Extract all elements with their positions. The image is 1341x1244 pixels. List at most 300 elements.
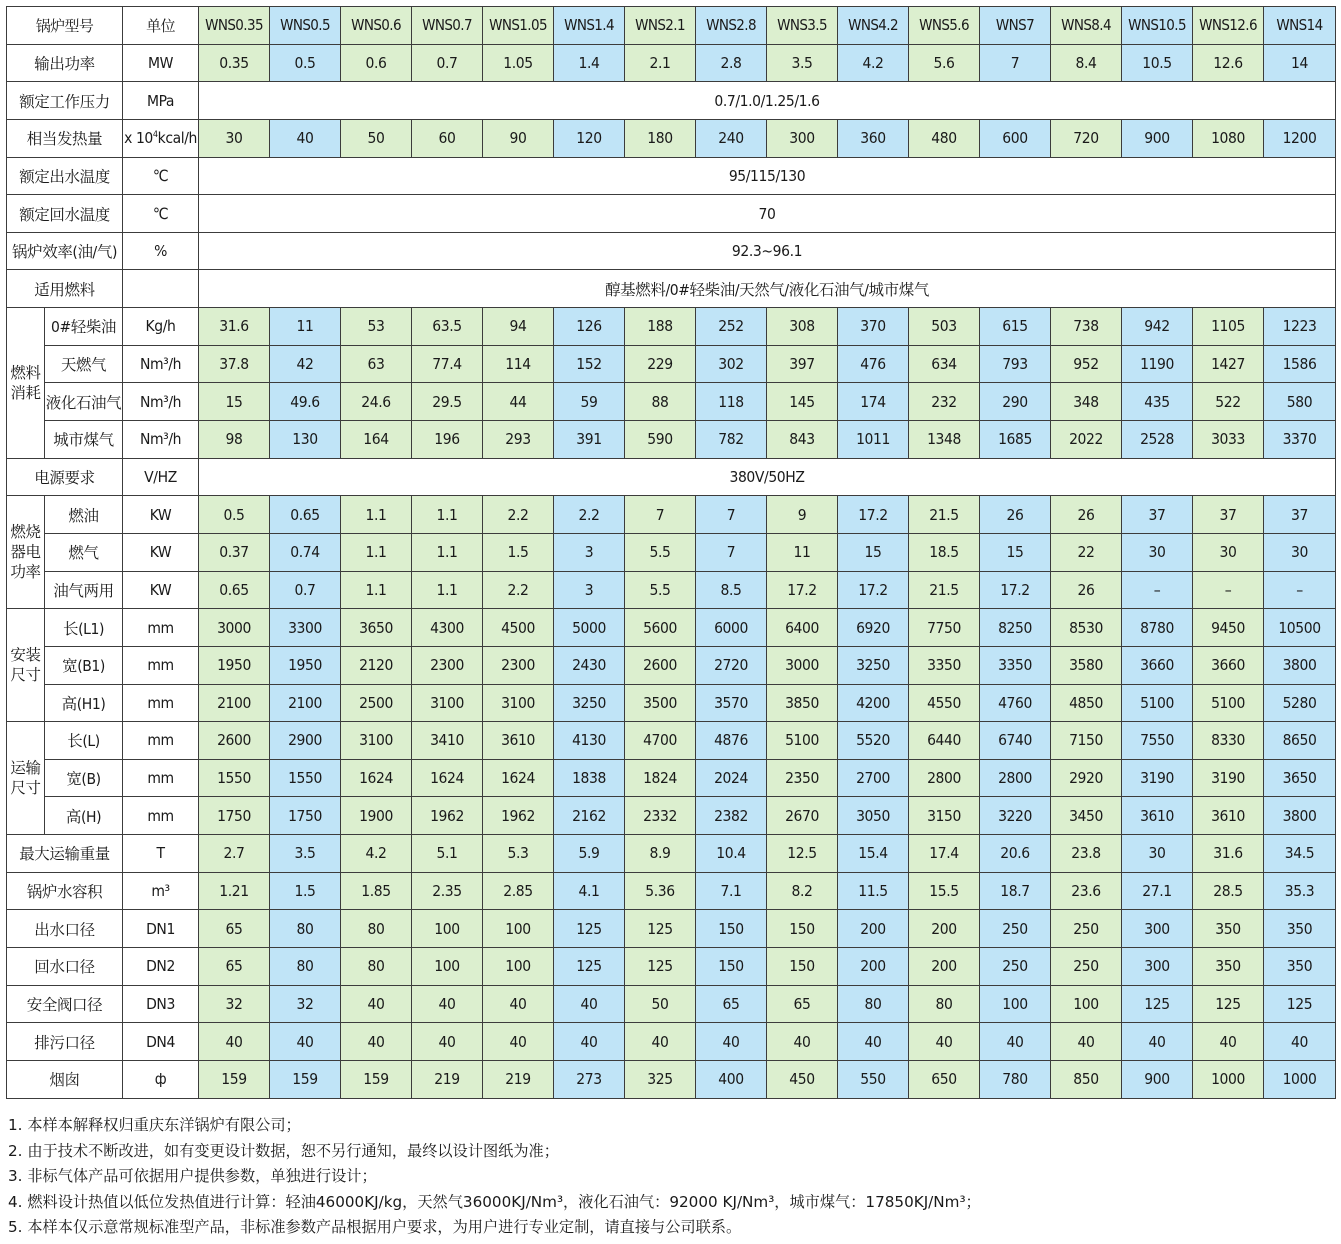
table-row: [7, 195, 1336, 233]
value-cell: 2300: [483, 646, 554, 684]
unit-cell: MW: [123, 44, 199, 82]
value-cell: 3800: [1264, 797, 1336, 835]
value-cell: 348: [1051, 383, 1122, 421]
value-cell: 3.5: [270, 835, 341, 873]
value-cell: 159: [270, 1060, 341, 1098]
value-cell: 50: [341, 119, 412, 157]
value-cell: 11.5: [838, 872, 909, 910]
table-row: [7, 383, 1336, 421]
row-label: 额定出水温度: [7, 157, 123, 195]
table-row: [7, 157, 1336, 195]
value-cell: 20.6: [980, 835, 1051, 873]
value-cell: 4760: [980, 684, 1051, 722]
spec-sheet: [6, 6, 1336, 1099]
value-cell: 15: [980, 533, 1051, 571]
value-cell: 125: [625, 910, 696, 948]
value-cell: –: [1193, 571, 1264, 609]
value-cell: 400: [696, 1060, 767, 1098]
value-cell: 1.1: [341, 533, 412, 571]
merged-value-cell: 醇基燃料/0#轻柴油/天然气/液化石油气/城市煤气: [199, 270, 1336, 308]
value-cell: 7: [625, 496, 696, 534]
unit-prefix: x 10: [124, 129, 153, 148]
value-cell: 2700: [838, 759, 909, 797]
value-cell: 1080: [1193, 119, 1264, 157]
value-cell: 32: [199, 985, 270, 1023]
value-cell: 130: [270, 421, 341, 459]
value-cell: 0.7: [270, 571, 341, 609]
value-cell: 450: [767, 1060, 838, 1098]
unit-suffix: kcal/h: [157, 129, 197, 148]
value-cell: 3050: [838, 797, 909, 835]
unit-cell: KW: [123, 496, 199, 534]
value-cell: 1.1: [412, 496, 483, 534]
value-cell: 250: [1051, 948, 1122, 986]
value-cell: 1624: [483, 759, 554, 797]
value-cell: 77.4: [412, 345, 483, 383]
table-row: [7, 571, 1336, 609]
value-cell: 8.2: [767, 872, 838, 910]
value-cell: 30: [1122, 533, 1193, 571]
value-cell: 2900: [270, 722, 341, 760]
row-label: 高(H1): [45, 684, 123, 722]
model-header-cell: WNS7: [980, 7, 1051, 45]
value-cell: 100: [483, 948, 554, 986]
value-cell: 2022: [1051, 421, 1122, 459]
value-cell: 3: [554, 533, 625, 571]
unit-cell: Nm³/h: [123, 345, 199, 383]
value-cell: 18.7: [980, 872, 1051, 910]
value-cell: 80: [270, 910, 341, 948]
value-cell: 200: [909, 910, 980, 948]
value-cell: 300: [1122, 948, 1193, 986]
value-cell: 3580: [1051, 646, 1122, 684]
value-cell: 3500: [625, 684, 696, 722]
row-label: 适用燃料: [7, 270, 123, 308]
value-cell: 159: [341, 1060, 412, 1098]
value-cell: 1838: [554, 759, 625, 797]
value-cell: 5.36: [625, 872, 696, 910]
value-cell: 5520: [838, 722, 909, 760]
value-cell: 0.74: [270, 533, 341, 571]
value-cell: 2300: [412, 646, 483, 684]
value-cell: 94: [483, 308, 554, 346]
value-cell: 0.65: [270, 496, 341, 534]
value-cell: 7150: [1051, 722, 1122, 760]
value-cell: 7: [980, 44, 1051, 82]
value-cell: 3800: [1264, 646, 1336, 684]
value-cell: 615: [980, 308, 1051, 346]
value-cell: 40: [483, 985, 554, 1023]
value-cell: 250: [980, 910, 1051, 948]
value-cell: 1.1: [341, 496, 412, 534]
value-cell: 63: [341, 345, 412, 383]
value-cell: 14: [1264, 44, 1336, 82]
value-cell: 3660: [1193, 646, 1264, 684]
value-cell: 150: [767, 948, 838, 986]
value-cell: 325: [625, 1060, 696, 1098]
value-cell: 50: [625, 985, 696, 1023]
value-cell: 40: [1122, 1023, 1193, 1061]
boiler-spec-table: [6, 6, 1336, 1099]
value-cell: 17.2: [838, 571, 909, 609]
model-label: 锅炉型号: [7, 7, 123, 45]
value-cell: 2720: [696, 646, 767, 684]
merged-value-cell: 92.3~96.1: [199, 232, 1336, 270]
value-cell: 4850: [1051, 684, 1122, 722]
row-label: 宽(B): [45, 759, 123, 797]
value-cell: 780: [980, 1060, 1051, 1098]
value-cell: 7550: [1122, 722, 1193, 760]
value-cell: 1.5: [270, 872, 341, 910]
value-cell: 8250: [980, 609, 1051, 647]
value-cell: 4500: [483, 609, 554, 647]
value-cell: 1200: [1264, 119, 1336, 157]
value-cell: 6000: [696, 609, 767, 647]
value-cell: 2.85: [483, 872, 554, 910]
value-cell: 1.4: [554, 44, 625, 82]
table-row: [7, 684, 1336, 722]
value-cell: 35.3: [1264, 872, 1336, 910]
unit-label: 单位: [123, 7, 199, 45]
value-cell: 3250: [554, 684, 625, 722]
value-cell: 11: [270, 308, 341, 346]
value-cell: 2.8: [696, 44, 767, 82]
value-cell: 37: [1193, 496, 1264, 534]
value-cell: 32: [270, 985, 341, 1023]
value-cell: 26: [1051, 496, 1122, 534]
row-label: 城市煤气: [45, 421, 123, 459]
value-cell: 1.05: [483, 44, 554, 82]
value-cell: 503: [909, 308, 980, 346]
value-cell: 23.8: [1051, 835, 1122, 873]
value-cell: 1105: [1193, 308, 1264, 346]
row-label: 安全阀口径: [7, 985, 123, 1023]
value-cell: 302: [696, 345, 767, 383]
value-cell: 370: [838, 308, 909, 346]
row-label: 输出功率: [7, 44, 123, 82]
value-cell: 1000: [1193, 1060, 1264, 1098]
value-cell: 1685: [980, 421, 1051, 459]
value-cell: 180: [625, 119, 696, 157]
value-cell: 3: [554, 571, 625, 609]
row-label: 烟囱: [7, 1060, 123, 1098]
value-cell: 17.2: [767, 571, 838, 609]
value-cell: 1.85: [341, 872, 412, 910]
value-cell: 30: [199, 119, 270, 157]
value-cell: 0.5: [270, 44, 341, 82]
value-cell: 293: [483, 421, 554, 459]
value-cell: 5100: [767, 722, 838, 760]
model-header-cell: WNS2.1: [625, 7, 696, 45]
unit-cell: mm: [123, 646, 199, 684]
value-cell: 18.5: [909, 533, 980, 571]
value-cell: 6440: [909, 722, 980, 760]
value-cell: 145: [767, 383, 838, 421]
value-cell: 2.2: [554, 496, 625, 534]
row-label: 高(H): [45, 797, 123, 835]
value-cell: 80: [270, 948, 341, 986]
value-cell: 1000: [1264, 1060, 1336, 1098]
value-cell: 40: [625, 1023, 696, 1061]
value-cell: 21.5: [909, 496, 980, 534]
table-row: [7, 1060, 1336, 1098]
value-cell: 2600: [625, 646, 696, 684]
value-cell: 196: [412, 421, 483, 459]
row-label: 最大运输重量: [7, 835, 123, 873]
value-cell: 232: [909, 383, 980, 421]
value-cell: 2528: [1122, 421, 1193, 459]
value-cell: 1348: [909, 421, 980, 459]
value-cell: 164: [341, 421, 412, 459]
value-cell: 4200: [838, 684, 909, 722]
value-cell: 4.1: [554, 872, 625, 910]
unit-cell: mm: [123, 797, 199, 835]
value-cell: 2600: [199, 722, 270, 760]
value-cell: 1962: [412, 797, 483, 835]
value-cell: 37: [1122, 496, 1193, 534]
table-row: [7, 533, 1336, 571]
value-cell: 40: [1051, 1023, 1122, 1061]
value-cell: 350: [1264, 910, 1336, 948]
row-label: 回水口径: [7, 948, 123, 986]
value-cell: 942: [1122, 308, 1193, 346]
value-cell: 219: [483, 1060, 554, 1098]
value-cell: 580: [1264, 383, 1336, 421]
model-header-cell: WNS1.4: [554, 7, 625, 45]
value-cell: 125: [1264, 985, 1336, 1023]
merged-value-cell: 0.7/1.0/1.25/1.6: [199, 82, 1336, 120]
value-cell: 1624: [412, 759, 483, 797]
table-row: [7, 722, 1336, 760]
value-cell: 40: [838, 1023, 909, 1061]
merged-value-cell: 95/115/130: [199, 157, 1336, 195]
value-cell: 5.6: [909, 44, 980, 82]
row-label: 长(L1): [45, 609, 123, 647]
value-cell: 126: [554, 308, 625, 346]
value-cell: 3370: [1264, 421, 1336, 459]
unit-cell: Nm³/h: [123, 421, 199, 459]
value-cell: 53: [341, 308, 412, 346]
merged-value-cell: 380V/50HZ: [199, 458, 1336, 496]
value-cell: 634: [909, 345, 980, 383]
row-label: 液化石油气: [45, 383, 123, 421]
value-cell: 9450: [1193, 609, 1264, 647]
value-cell: 1624: [341, 759, 412, 797]
footnote-line: 3. 非标气体产品可依据用户提供参数，单独进行设计；: [8, 1167, 377, 1186]
value-cell: 3410: [412, 722, 483, 760]
value-cell: 3300: [270, 609, 341, 647]
value-cell: 5100: [1193, 684, 1264, 722]
value-cell: 100: [483, 910, 554, 948]
value-cell: 49.6: [270, 383, 341, 421]
value-cell: 9: [767, 496, 838, 534]
value-cell: 0.6: [341, 44, 412, 82]
row-label: 电源要求: [7, 458, 123, 496]
unit-cell: ф: [123, 1060, 199, 1098]
value-cell: 2024: [696, 759, 767, 797]
value-cell: 26: [980, 496, 1051, 534]
table-row: [7, 496, 1336, 534]
value-cell: 30: [1264, 533, 1336, 571]
value-cell: 476: [838, 345, 909, 383]
value-cell: 3000: [767, 646, 838, 684]
value-cell: 120: [554, 119, 625, 157]
value-cell: 5000: [554, 609, 625, 647]
value-cell: 31.6: [1193, 835, 1264, 873]
value-cell: 2920: [1051, 759, 1122, 797]
row-label: 锅炉水容积: [7, 872, 123, 910]
value-cell: 8650: [1264, 722, 1336, 760]
value-cell: 65: [696, 985, 767, 1023]
value-cell: 80: [838, 985, 909, 1023]
value-cell: 174: [838, 383, 909, 421]
table-row: [7, 759, 1336, 797]
value-cell: 15.5: [909, 872, 980, 910]
value-cell: 5100: [1122, 684, 1193, 722]
table-row: [7, 308, 1336, 346]
value-cell: 240: [696, 119, 767, 157]
model-header-cell: WNS2.8: [696, 7, 767, 45]
model-header-cell: WNS3.5: [767, 7, 838, 45]
value-cell: 80: [341, 910, 412, 948]
value-cell: 5.5: [625, 533, 696, 571]
unit-cell: ℃: [123, 195, 199, 233]
unit-cell: m³: [123, 872, 199, 910]
value-cell: 31.6: [199, 308, 270, 346]
value-cell: 0.35: [199, 44, 270, 82]
value-cell: 40: [270, 1023, 341, 1061]
table-row: [7, 270, 1336, 308]
value-cell: 125: [554, 910, 625, 948]
model-header-cell: WNS12.6: [1193, 7, 1264, 45]
value-cell: 12.5: [767, 835, 838, 873]
value-cell: 28.5: [1193, 872, 1264, 910]
value-cell: 5280: [1264, 684, 1336, 722]
table-row: [7, 985, 1336, 1023]
value-cell: 2350: [767, 759, 838, 797]
value-cell: 782: [696, 421, 767, 459]
value-cell: 590: [625, 421, 696, 459]
row-label: 出水口径: [7, 910, 123, 948]
value-cell: 2.2: [483, 496, 554, 534]
value-cell: 2.35: [412, 872, 483, 910]
value-cell: 1950: [199, 646, 270, 684]
value-cell: 17.2: [980, 571, 1051, 609]
value-cell: 3.5: [767, 44, 838, 82]
value-cell: 37.8: [199, 345, 270, 383]
value-cell: 2670: [767, 797, 838, 835]
value-cell: 3100: [341, 722, 412, 760]
value-cell: 3350: [909, 646, 980, 684]
value-cell: 22: [1051, 533, 1122, 571]
value-cell: 3220: [980, 797, 1051, 835]
value-cell: 900: [1122, 1060, 1193, 1098]
value-cell: 125: [1193, 985, 1264, 1023]
value-cell: 4130: [554, 722, 625, 760]
merged-value-cell: 70: [199, 195, 1336, 233]
value-cell: 350: [1193, 910, 1264, 948]
value-cell: 1550: [270, 759, 341, 797]
value-cell: 1950: [270, 646, 341, 684]
value-cell: 4700: [625, 722, 696, 760]
value-cell: 435: [1122, 383, 1193, 421]
value-cell: 252: [696, 308, 767, 346]
unit-cell: KW: [123, 533, 199, 571]
row-label: 0#轻柴油: [45, 308, 123, 346]
model-header-cell: WNS10.5: [1122, 7, 1193, 45]
value-cell: 0.5: [199, 496, 270, 534]
unit-cell: ℃: [123, 157, 199, 195]
value-cell: 80: [909, 985, 980, 1023]
group-label: 燃料消耗: [7, 308, 45, 459]
value-cell: 42: [270, 345, 341, 383]
value-cell: 17.4: [909, 835, 980, 873]
value-cell: 522: [1193, 383, 1264, 421]
unit-cell: MPa: [123, 82, 199, 120]
unit-cell: mm: [123, 722, 199, 760]
value-cell: 118: [696, 383, 767, 421]
value-cell: 3033: [1193, 421, 1264, 459]
value-cell: 5600: [625, 609, 696, 647]
value-cell: 7: [696, 533, 767, 571]
unit-cell: V/HZ: [123, 458, 199, 496]
value-cell: 5.3: [483, 835, 554, 873]
row-label: 额定工作压力: [7, 82, 123, 120]
value-cell: 219: [412, 1060, 483, 1098]
table-row: [7, 232, 1336, 270]
row-label: 油气两用: [45, 571, 123, 609]
footnote-line: 4. 燃料设计热值以低位发热值进行计算：轻油46000KJ/kg，天然气36000KJ/Nm³，液化石油气：92000 KJ/Nm³，城市煤气：17850KJ/Nm³；: [8, 1192, 981, 1211]
value-cell: 793: [980, 345, 1051, 383]
value-cell: 600: [980, 119, 1051, 157]
value-cell: 59: [554, 383, 625, 421]
unit-cell: Kg/h: [123, 308, 199, 346]
value-cell: 1223: [1264, 308, 1336, 346]
value-cell: 1900: [341, 797, 412, 835]
value-cell: 350: [1193, 948, 1264, 986]
value-cell: 4.2: [341, 835, 412, 873]
table-row: [7, 797, 1336, 835]
value-cell: 10.4: [696, 835, 767, 873]
model-header-cell: WNS14: [1264, 7, 1336, 45]
value-cell: 40: [980, 1023, 1051, 1061]
unit-exponent: 4: [152, 130, 158, 141]
value-cell: 1962: [483, 797, 554, 835]
table-row: [7, 835, 1336, 873]
value-cell: 3150: [909, 797, 980, 835]
value-cell: 8330: [1193, 722, 1264, 760]
value-cell: 3610: [483, 722, 554, 760]
unit-cell: T: [123, 835, 199, 873]
group-label: 安装尺寸: [7, 609, 45, 722]
value-cell: 44: [483, 383, 554, 421]
value-cell: 30: [1122, 835, 1193, 873]
value-cell: 350: [1264, 948, 1336, 986]
value-cell: 2100: [199, 684, 270, 722]
value-cell: 3610: [1122, 797, 1193, 835]
unit-cell: KW: [123, 571, 199, 609]
value-cell: 40: [554, 985, 625, 1023]
unit-cell: Nm³/h: [123, 383, 199, 421]
value-cell: 738: [1051, 308, 1122, 346]
row-label: 燃气: [45, 533, 123, 571]
value-cell: 188: [625, 308, 696, 346]
unit-cell: DN2: [123, 948, 199, 986]
group-label: 运输尺寸: [7, 722, 45, 835]
value-cell: 24.6: [341, 383, 412, 421]
value-cell: 0.7: [412, 44, 483, 82]
value-cell: 40: [767, 1023, 838, 1061]
